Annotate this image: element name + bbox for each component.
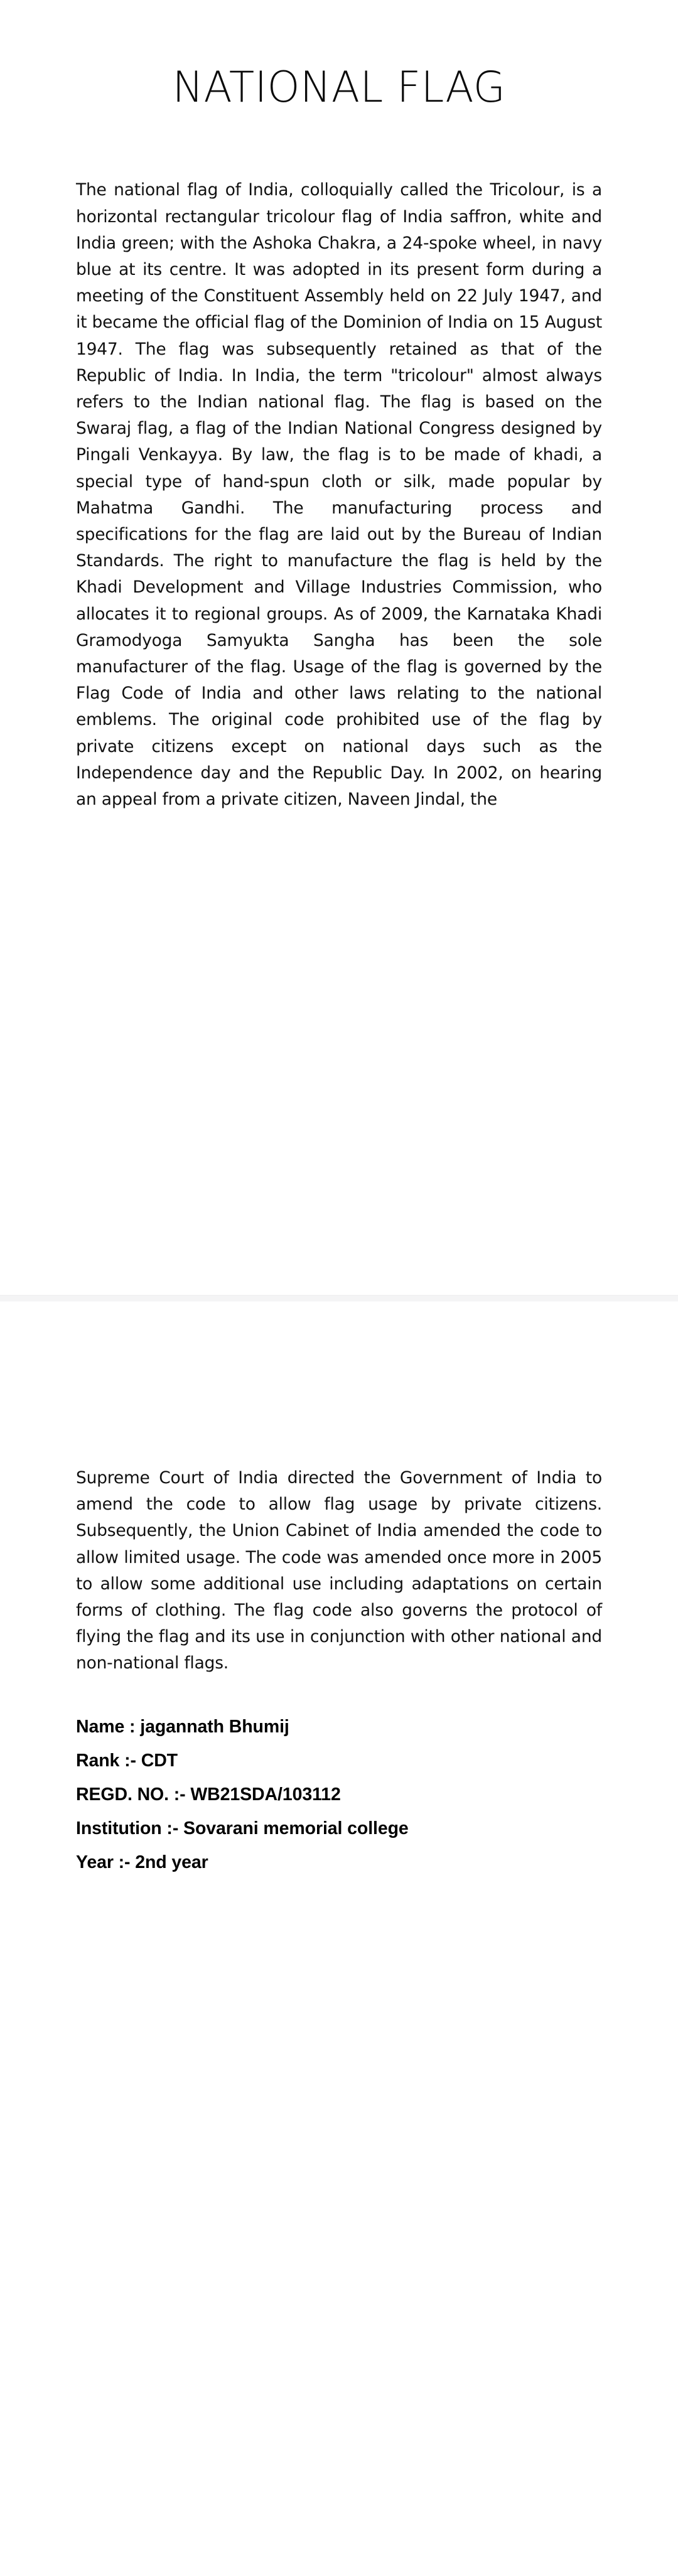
page-break-divider: [0, 1295, 678, 1302]
page-1-content: [76, 0, 602, 813]
page-2-top-margin: [0, 1302, 678, 1465]
page-title: NATIONAL FLAG: [172, 63, 506, 112]
detail-rank: Rank :- CDT: [76, 1750, 178, 1771]
detail-regd-no: REGD. NO. :- WB21SDA/103112: [76, 1784, 341, 1805]
page-2-content: [76, 1465, 602, 1879]
detail-name: Name : jagannath Bhumij: [76, 1716, 289, 1737]
page-2-paragraph: Supreme Court of India directed the Government of India to amend the code to allow flag usage by private citizens. Subsequently, the Union Cabinet of India amended the code to allow limited usage. The code was amended once more in 2005 to allow some additional use including adaptations on certain forms of clothing. The flag code also governs the protocol of flying the flag and its use in conjunction with other national and non-national flags.: [76, 1468, 602, 1673]
document-page-2: [0, 1302, 678, 2576]
detail-year: Year :- 2nd year: [76, 1852, 208, 1872]
page-1-paragraph: The national flag of India, colloquially called the Tricolour, is a horizontal rectangular tricolour flag of India saffron, white and India green; with the Ashoka Chakra, a 24-spoke wheel, in navy blue at its centre. It was adopted in its present form during a meeting of the Constituent Assembly held on 22 July 1947, and it became the official flag of the Dominion of India on 15 August 1947. The flag was subsequently retained as that of the Republic of India. In India, the term "tricolour" almost always refers to the Indian national flag. The flag is based on the Swaraj flag, a flag of the Indian National Congress designed by Pingali Venkayya. By law, the flag is to be made of khadi, a special type of hand-spun cloth or silk, made popular by Mahatma Gandhi. The manufacturing process and specifications for the flag are laid out by the Bureau of Indian Standards. The right to manufacture the flag is held by the Khadi Development and Village Industries Commission, who allocates it to regional groups. As of 2009, the Karnataka Khadi Gramodyoga Samyukta Sangha has been the sole manufacturer of the flag. Usage of the flag is governed by the Flag Code of India and other laws relating to the national emblems. The original code prohibited use of the flag by private citizens except on national days such as the Independence day and the Republic Day. In 2002, on hearing an appeal from a private citizen, Naveen Jindal, the: [76, 180, 602, 810]
detail-institution: Institution :- Sovarani memorial college: [76, 1818, 409, 1838]
author-details-block: [76, 1710, 602, 1879]
